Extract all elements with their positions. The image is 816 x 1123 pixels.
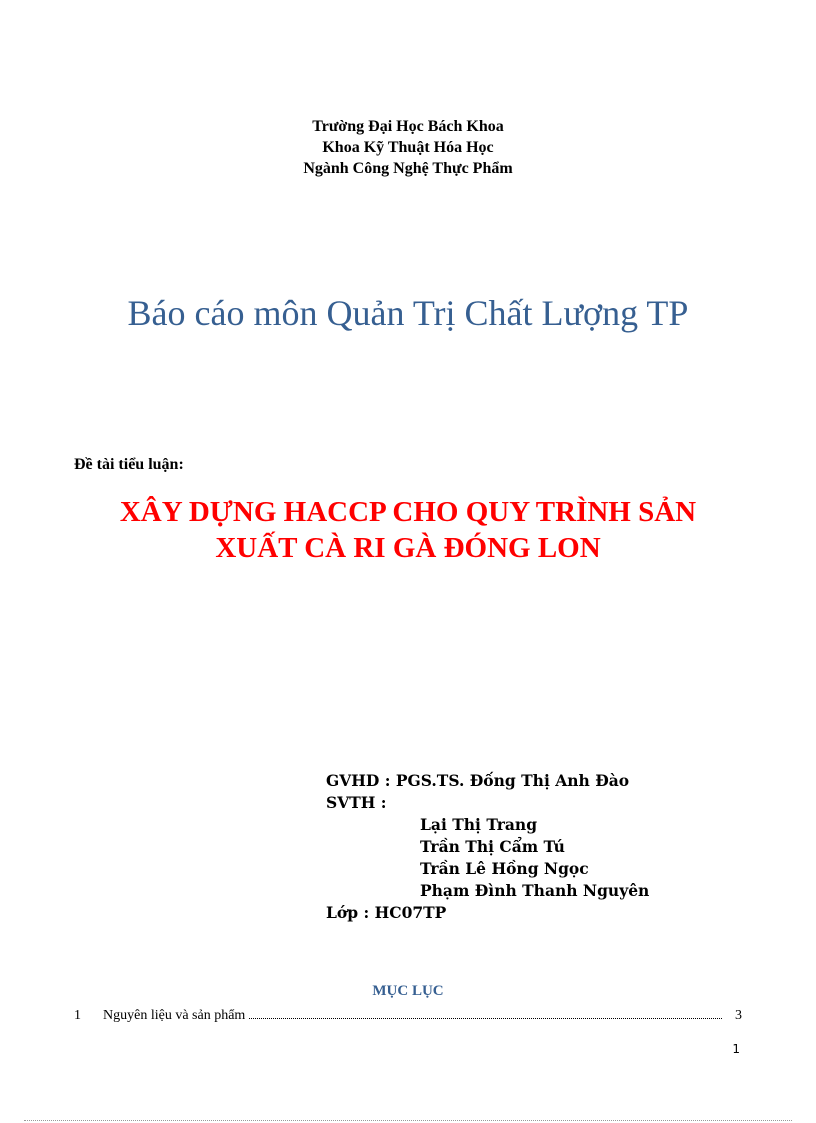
- toc-entry-number: 1: [74, 1008, 81, 1023]
- faculty-name: Khoa Kỹ Thuật Hóa Học: [322, 139, 494, 156]
- students-label: SVTH :: [326, 793, 387, 812]
- student-name: Trần Lê Hồng Ngọc: [420, 859, 589, 878]
- institution-header: [0, 116, 816, 179]
- student-name: Lại Thị Trang: [420, 815, 538, 834]
- main-title: [0, 494, 816, 566]
- student-name: Phạm Đình Thanh Nguyên: [420, 881, 650, 900]
- page-number: 1: [732, 1042, 740, 1056]
- toc-entry-text[interactable]: Nguyên liệu và sản phẩm: [103, 1008, 246, 1023]
- author-info: [326, 770, 649, 924]
- supervisor: GVHD : PGS.TS. Đống Thị Anh Đào: [326, 771, 630, 790]
- university-name: Trường Đại Học Bách Khoa: [312, 118, 504, 135]
- topic-label: Đề tài tiểu luận:: [74, 456, 184, 473]
- report-title: Báo cáo môn Quản Trị Chất Lượng TP: [127, 293, 689, 333]
- student-name: Trần Thị Cẩm Tú: [420, 837, 565, 856]
- toc-entry-page: 3: [735, 1008, 742, 1023]
- main-title-line-2: XUẤT CÀ RI GÀ ĐÓNG LON: [215, 532, 601, 564]
- class-code: Lớp : HC07TP: [326, 903, 447, 922]
- toc-heading: MỤC LỤC: [372, 983, 444, 999]
- page-boundary: [24, 1120, 792, 1121]
- main-title-line-1: XÂY DỰNG HACCP CHO QUY TRÌNH SẢN: [119, 496, 697, 528]
- toc-entry[interactable]: [74, 1006, 742, 1026]
- toc-leader-dots: [249, 1006, 722, 1019]
- major-name: Ngành Công Nghệ Thực Phẩm: [303, 160, 513, 177]
